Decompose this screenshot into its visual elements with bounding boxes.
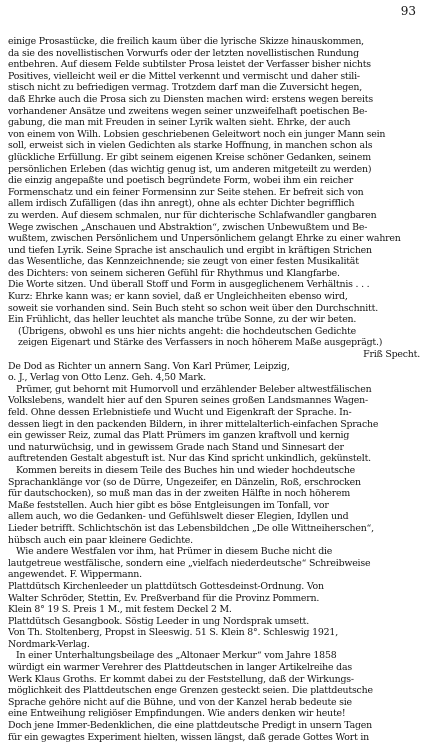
text-line: da sie des novellistischen Vorwurfs oder der letzten novellistischen Rundung <box>8 47 359 59</box>
text-line: lautgetreue westfälische, sondern eine „vielfach niederdeutsche“ Schreibweise <box>8 557 371 569</box>
text-line: zeigen Eigenart und Stärke des Verfassers in noch höherem Maße ausgeprägt.) <box>18 337 383 349</box>
text-line: vorhandener Ansätze und zweitens wegen seiner unzweifelhaft poetischen Be- <box>8 105 368 117</box>
text-line: des Dichters: von seinem sicheren Gefühl für Rhythmus und Klangfarbe. <box>8 267 340 279</box>
text-line: dessen liegt in den packenden Bildern, in ihrer mittelalterlich-einfachen Sprache <box>8 418 379 430</box>
text-line: Sprache gehöre nicht auf die Bühne, und von der Kanzel herab bedeute sie <box>8 696 352 708</box>
text-line: eine Entweihung religiöser Empfindungen. Wie anders denken wir heute! <box>8 708 346 720</box>
text-line: gabung, die man mit Freuden in seiner Lyrik walten sieht. Ehrke, der auch <box>8 117 351 129</box>
text-line: Formenschatz und ein feiner Formensinn zur Seite stehen. Er befreit sich von <box>8 186 364 198</box>
text-line: einige Prosastücke, die freilich kaum über die lyrische Skizze hinauskommen, <box>8 36 364 47</box>
text-line: Lieder betrifft. Schlichtschön ist das Lebensbildchen „De olle Wittneiherschen“, <box>8 522 374 534</box>
text-line: von einem von Wilh. Lobsien geschriebenen Geleitwort noch ein junger Mann sein <box>8 128 386 140</box>
text-line: Maße feststellen. Auch hier gibt es böse Entgleisungen im Tonfall, vor <box>8 499 329 511</box>
text-line: Volkslebens, wandelt hier auf den Spuren seines großen Landsmannes Wagen- <box>8 395 368 407</box>
text-line: für dautschocken), so muß man das in der zweiten Hälfte in noch höherem <box>8 488 351 500</box>
text-line: entbehren. Auf diesem Felde subtilster Prosa leistet der Verfasser bisher nichts <box>8 59 371 71</box>
text-line: die einzig angepaßte und poetisch begründete Form, wobei ihm ein reicher <box>8 175 353 187</box>
text-line: Klein 8° 19 S. Preis 1 M., mit festem Deckel 2 M. <box>8 604 232 616</box>
text-line: Wie andere Westfalen vor ihm, hat Prümer in diesem Buche nicht die <box>16 546 333 558</box>
text-line: für ein gewagtes Experiment hielten, wissen längst, daß gerade Gottes Wort in <box>8 731 369 743</box>
text-line: glückliche Erfüllung. Er gibt seinem eigenen Kreise schöner Gedanken, seinem <box>8 151 371 163</box>
text-line: o. J., Verlag von Otto Lenz. Geh. 4,50 Mark. <box>8 372 206 384</box>
text-line: allem auch, wo die Gedanken- und Gefühlswelt dieser Elegien, Idyllen und <box>8 511 349 523</box>
text-line: Sprachanklänge vor (so de Dürre, Ungezeifer, en Dänzelin, Roß, erschrocken <box>8 476 361 488</box>
text-line: stisch nicht zu befriedigen vermag. Trotzdem darf man die Zuversicht hegen, <box>8 82 362 94</box>
text-line: Ein Frühlicht, das heller leuchtet als manche trübe Sonne, zu der wir beten. <box>8 314 357 326</box>
text-line: Plattdütsch Gesangbook. Söstig Leeder in ung Nordsprak umsett. <box>8 615 310 627</box>
text-line: persönlichen Erleben (das wichtig genug ist, um anderen mitgeteilt zu werden) <box>8 163 372 175</box>
text-line: Von Th. Stoltenberg, Propst in Sleeswig. 51 S. Klein 8°. Schleswig 1921, <box>8 627 338 639</box>
text-line: soll, erweist sich in vielen Gedichten als starke Hoffnung, in manchen schon als <box>8 140 373 152</box>
text-line: soweit sie vorhanden sind. Sein Buch steht so schon weit über den Durchschnitt. <box>8 302 378 314</box>
text-line: Friß Specht. <box>363 349 420 361</box>
text-line: Die Worte sitzen. Und überall Stoff und Form in ausgeglichenem Verhältnis . . . <box>8 279 370 291</box>
text-line: und tiefen Lyrik. Seine Sprache ist anschaulich und ergibt in kräftigen Strichen <box>8 244 372 256</box>
text-line: das Wesentliche, das Kennzeichnende; sie zeugt von einer festen Musikalität <box>8 256 359 268</box>
text-line: Plattdütsch Kirchenleeder un plattdütsch Gottesdeinst-Ordnung. Von <box>8 580 324 592</box>
text-line: Walter Schröder, Stettin, Ev. Preßverband für die Provinz Pommern. <box>8 592 320 604</box>
text-line: wußtem, zwischen Persönlichem und Unpersönlichem gelangt Ehrke zu einer wahren <box>8 233 401 245</box>
text-line: Positives, vielleicht weil er die Mittel verkennt und vermischt und daher stili- <box>8 70 360 82</box>
text-line: Kurz: Ehrke kann was; er kann soviel, daß er Ungleichheiten ebenso wird, <box>8 291 348 303</box>
text-line: angewendet. F. Wippermann. <box>8 569 142 581</box>
page-number: 93 <box>400 4 416 18</box>
text-line: (Übrigens, obwohl es uns hier nichts angeht: die hochdeutschen Gedichte <box>18 325 356 337</box>
text-line: und naturwüchsig, und in gewissem Grade nach Stand und Sinnesart der <box>8 441 344 453</box>
text-line: Doch jene Immer-Bedenklichen, die eine plattdeutsche Predigt in unsern Tagen <box>8 720 372 732</box>
text-line: ein gewisser Reiz, zumal das Platt Prümers im ganzen kraftvoll und kernig <box>8 430 350 442</box>
text-line: auftretenden Gestalt abgestuft ist. Nur das Kind spricht unkindlich, gekünstelt. <box>8 453 371 465</box>
body-text <box>8 36 420 743</box>
text-line: Werk Klaus Groths. Er kommt dabei zu der Feststellung, daß der Wirkungs- <box>8 673 354 685</box>
text-line: Kommen bereits in diesem Teile des Buches hin und wieder hochdeutsche <box>16 464 356 476</box>
text-line: allem irdisch Zufälligen (das ihn anregt), ohne als echter Dichter begrifflich <box>8 198 355 210</box>
text-line: zu werden. Auf diesem schmalen, nur für dichterische Schlafwandler gangbaren <box>8 209 377 221</box>
text-line: De Dod as Richter un annern Sang. Von Karl Prümer, Leipzig, <box>8 360 290 372</box>
text-line: Nordmark-Verlag. <box>8 638 90 650</box>
text-line: feld. Ohne dessen Erlebnistiefe und Wucht und Eigenkraft der Sprache. In- <box>8 407 352 418</box>
text-line: möglichkeit des Plattdeutschen enge Grenzen gesteckt seien. Die plattdeutsche <box>8 685 373 697</box>
text-line: daß Ehrke auch die Prosa sich zu Diensten machen wird: erstens wegen bereits <box>8 93 373 105</box>
text-line: Prümer, gut behornt mit Humorvoll und erzählender Beleber altwestfälischen <box>16 383 372 395</box>
text-line: hübsch auch ein paar kleinere Gedichte. <box>8 534 193 546</box>
text-line: Wege zwischen „Anschauen und Abstraktion“, zwischen Unbewußtem und Be- <box>8 221 368 233</box>
text-line: In einer Unterhaltungsbeilage des „Altonaer Merkur“ vom Jahre 1858 <box>16 650 337 662</box>
text-line: würdigt ein warmer Verehrer des Plattdeutschen in langer Artikelreihe das <box>8 662 352 674</box>
